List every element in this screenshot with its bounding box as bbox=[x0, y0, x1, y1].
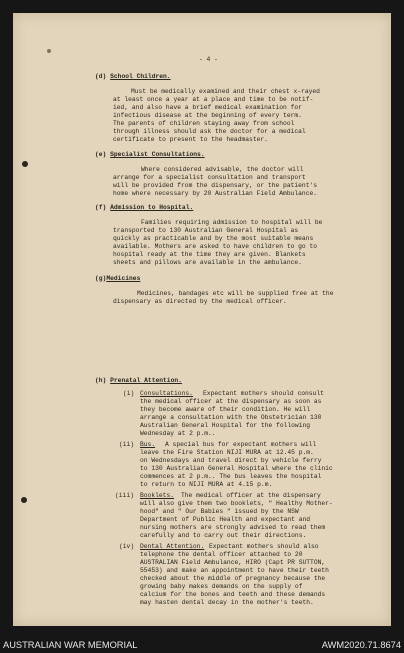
section-heading bbox=[95, 73, 171, 81]
institution-label: AUSTRALIAN WAR MEMORIAL bbox=[3, 640, 138, 650]
paragraph-line: transported to 130 Australian General Hospital as bbox=[113, 227, 299, 234]
section-title: Medicines bbox=[106, 275, 141, 282]
archive-footer bbox=[0, 638, 404, 653]
paragraph-line: telephone the dental officer attached to 20 bbox=[140, 551, 303, 558]
paragraph-line: leave the Fire Station NIJI MURA at 12.45 p.m. bbox=[140, 449, 314, 456]
paragraph-line: on Wednesdays and travel direct by vehicle ferry bbox=[140, 457, 322, 464]
paragraph-line: calcium for the bones and teeth and these demands bbox=[140, 591, 326, 598]
paragraph-line: Australian General Hospital for the following bbox=[140, 422, 311, 429]
subitem-number: (iv) bbox=[119, 543, 135, 550]
subitem-title: Consultations. bbox=[140, 390, 193, 397]
subitem-title: Bus. bbox=[140, 441, 156, 448]
section-title: Prenatal Attention. bbox=[110, 377, 182, 384]
paragraph-line: to return to NIJI MURA at 4.15 p.m. bbox=[140, 481, 273, 488]
paragraph-line: will be provided from the dispensary, or the patient's bbox=[113, 182, 318, 189]
paragraph-line: carefully and to carry out their directions. bbox=[140, 532, 307, 539]
accession-number: AWM2020.71.8674 bbox=[321, 640, 401, 650]
subitem-title: Dental Attention. bbox=[140, 543, 205, 550]
paragraph-line: available. Mothers are asked to have children to go to bbox=[113, 243, 318, 250]
section-title: Specialist Consultations. bbox=[110, 151, 205, 158]
section-heading bbox=[95, 377, 182, 385]
paragraph-line: commences at 2 p.m.. The bus leaves the hospital bbox=[140, 473, 322, 480]
paragraph-line: Expectant mothers should also bbox=[209, 543, 319, 550]
paragraph-line: quickly as practicable and by the most suitable means bbox=[113, 235, 314, 242]
subitem-title: Booklets. bbox=[140, 492, 175, 499]
paragraph-line: certificate to present to the headmaster. bbox=[113, 136, 268, 143]
document-page bbox=[13, 13, 391, 626]
paragraph-line: 55453) and make an appointment to have their teeth bbox=[140, 567, 329, 574]
paragraph-line: sheets and pillows are available in the ambulance. bbox=[113, 259, 302, 266]
paragraph-line: growing baby makes demands on the supply of bbox=[140, 583, 303, 590]
section-title: School Children. bbox=[110, 73, 171, 80]
paragraph-line: Where considered advisable, the doctor will bbox=[141, 166, 304, 173]
subitem-number: (iii) bbox=[115, 492, 134, 499]
page-number: - 4 - bbox=[199, 56, 218, 63]
section-letter: (f) bbox=[95, 204, 107, 211]
paragraph-line: Must be medically examined and their chest x-rayed bbox=[131, 88, 320, 95]
paragraph-line: ied, and also have a brief medical examination for bbox=[113, 104, 302, 111]
paragraph-line: dispensary as directed by the medical officer. bbox=[113, 298, 287, 305]
paragraph-line: Expectant mothers should consult bbox=[203, 390, 324, 397]
paragraph-line: arrange for a specialist consultation and transport bbox=[113, 174, 306, 181]
paragraph-line: Families requiring admission to hospital will be bbox=[141, 219, 323, 226]
section-heading bbox=[95, 151, 205, 159]
punch-hole bbox=[22, 161, 28, 167]
paragraph-line: to 130 Australian General Hospital where the clinic bbox=[140, 465, 333, 472]
ink-spot bbox=[47, 49, 51, 53]
subitem-number: (i) bbox=[123, 390, 135, 397]
paragraph-line: the medical officer at the dispensary as soon as bbox=[140, 398, 322, 405]
paragraph-line: will also give them two booklets, " Healthy Mother- bbox=[140, 500, 333, 507]
section-heading bbox=[95, 275, 140, 283]
paragraph-line: may hasten dental decay in the mother's teeth. bbox=[140, 599, 314, 606]
paragraph-line: at least once a year at a place and time to be notif- bbox=[113, 96, 314, 103]
section-letter: (g) bbox=[95, 275, 107, 282]
paragraph-line: AUSTRALIAN Field Ambulance, HIRO (Capt PR SUTTON, bbox=[140, 559, 326, 566]
punch-hole bbox=[21, 497, 27, 503]
subitem-number: (ii) bbox=[119, 441, 135, 448]
paragraph-line: The medical officer at the dispensary bbox=[181, 492, 321, 499]
paragraph-line: home where necessary by 20 Australian Field Ambulance. bbox=[113, 190, 318, 197]
paragraph-line: they become aware of their condition. He will bbox=[140, 406, 311, 413]
section-letter: (h) bbox=[95, 377, 107, 384]
section-letter: (e) bbox=[95, 151, 107, 158]
paragraph-line: Wednesday at 2 p.m.. bbox=[140, 430, 216, 437]
paragraph-line: The parents of children staying away from school bbox=[113, 120, 295, 127]
paragraph-line: through illness should ask the doctor for a medical bbox=[113, 128, 306, 135]
paragraph-line: infectious disease at the beginning of every term. bbox=[113, 112, 302, 119]
paragraph-line: A special bus for expectant mothers will bbox=[165, 441, 317, 448]
paragraph-line: hood" and " Our Babies " issued by the NSW bbox=[140, 508, 299, 515]
paragraph-line: checked about the middle of pregnancy because the bbox=[140, 575, 326, 582]
section-letter: (d) bbox=[95, 73, 107, 80]
paragraph-line: nursing mothers are strongly advised to read them bbox=[140, 524, 326, 531]
paragraph-line: arrange a consultation with the Obstetrician 130 bbox=[140, 414, 322, 421]
section-heading bbox=[95, 204, 193, 212]
paragraph-line: hospital ready at the time they are given. Blankets bbox=[113, 251, 306, 258]
paragraph-line: Medicines, bandages etc will be supplied free at the bbox=[137, 290, 334, 297]
paragraph-line: Department of Public Health and expectant and bbox=[140, 516, 311, 523]
section-title: Admission to Hospital. bbox=[110, 204, 194, 211]
